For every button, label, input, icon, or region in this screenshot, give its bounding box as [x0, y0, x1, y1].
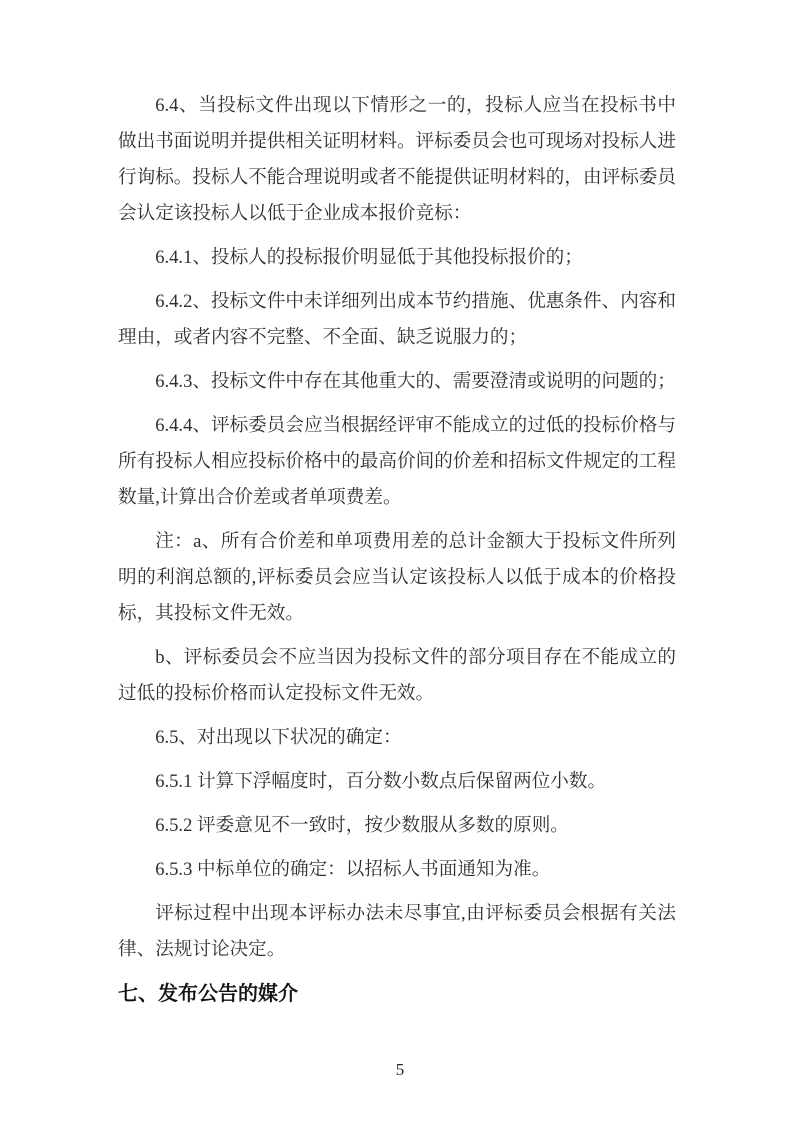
paragraph-6-4-2: 6.4.2、投标文件中未详细列出成本节约措施、优惠条件、内容和理由，或者内容不完整、不全面、缺乏说服力的；	[118, 291, 676, 348]
paragraph-closing: 评标过程中出现本评标办法未尽事宜,由评标委员会根据有关法律、法规讨论决定。	[118, 903, 676, 960]
paragraph-6-4-1: 6.4.1、投标人的投标报价明显低于其他投标报价的；	[155, 247, 583, 268]
paragraph-6-5-3: 6.5.3 中标单位的确定：以招标人书面通知为准。	[155, 859, 551, 880]
paragraph-6-5-1: 6.5.1 计算下浮幅度时，百分数小数点后保留两位小数。	[155, 771, 607, 792]
page-number: 5	[395, 1060, 405, 1079]
paragraph-6-4: 6.4、当投标文件出现以下情形之一的，投标人应当在投标书中做出书面说明并提供相关证明材料。评标委员会也可现场对投标人进行询标。投标人不能合理说明或者不能提供证明材料的，由评标委员会认定该投标人以低于企业成本报价竞标：	[118, 95, 676, 224]
paragraph-note-b: b、评标委员会不应当因为投标文件的部分项目存在不能成立的过低的投标价格而认定投标文件无效。	[118, 647, 676, 704]
paragraph-6-4-3: 6.4.3、投标文件中存在其他重大的、需要澄清或说明的问题的；	[155, 371, 676, 392]
document-body	[118, 88, 676, 1012]
paragraph-6-4-4: 6.4.4、评标委员会应当根据经评审不能成立的过低的投标价格与所有投标人相应投标价格中的最高价间的价差和招标文件规定的工程数量,计算出合价差或者单项费差。	[118, 415, 676, 508]
paragraph-6-5: 6.5、对出现以下状况的确定：	[155, 727, 402, 748]
paragraph-note-a: 注：a、所有合价差和单项费用差的总计金额大于投标文件所列明的利润总额的,评标委员会应当认定该投标人以低于成本的价格投标，其投标文件无效。	[118, 531, 676, 624]
paragraph-6-5-2: 6.5.2 评委意见不一致时，按少数服从多数的原则。	[155, 815, 569, 836]
section-heading: 七、发布公告的媒介	[118, 983, 298, 1005]
